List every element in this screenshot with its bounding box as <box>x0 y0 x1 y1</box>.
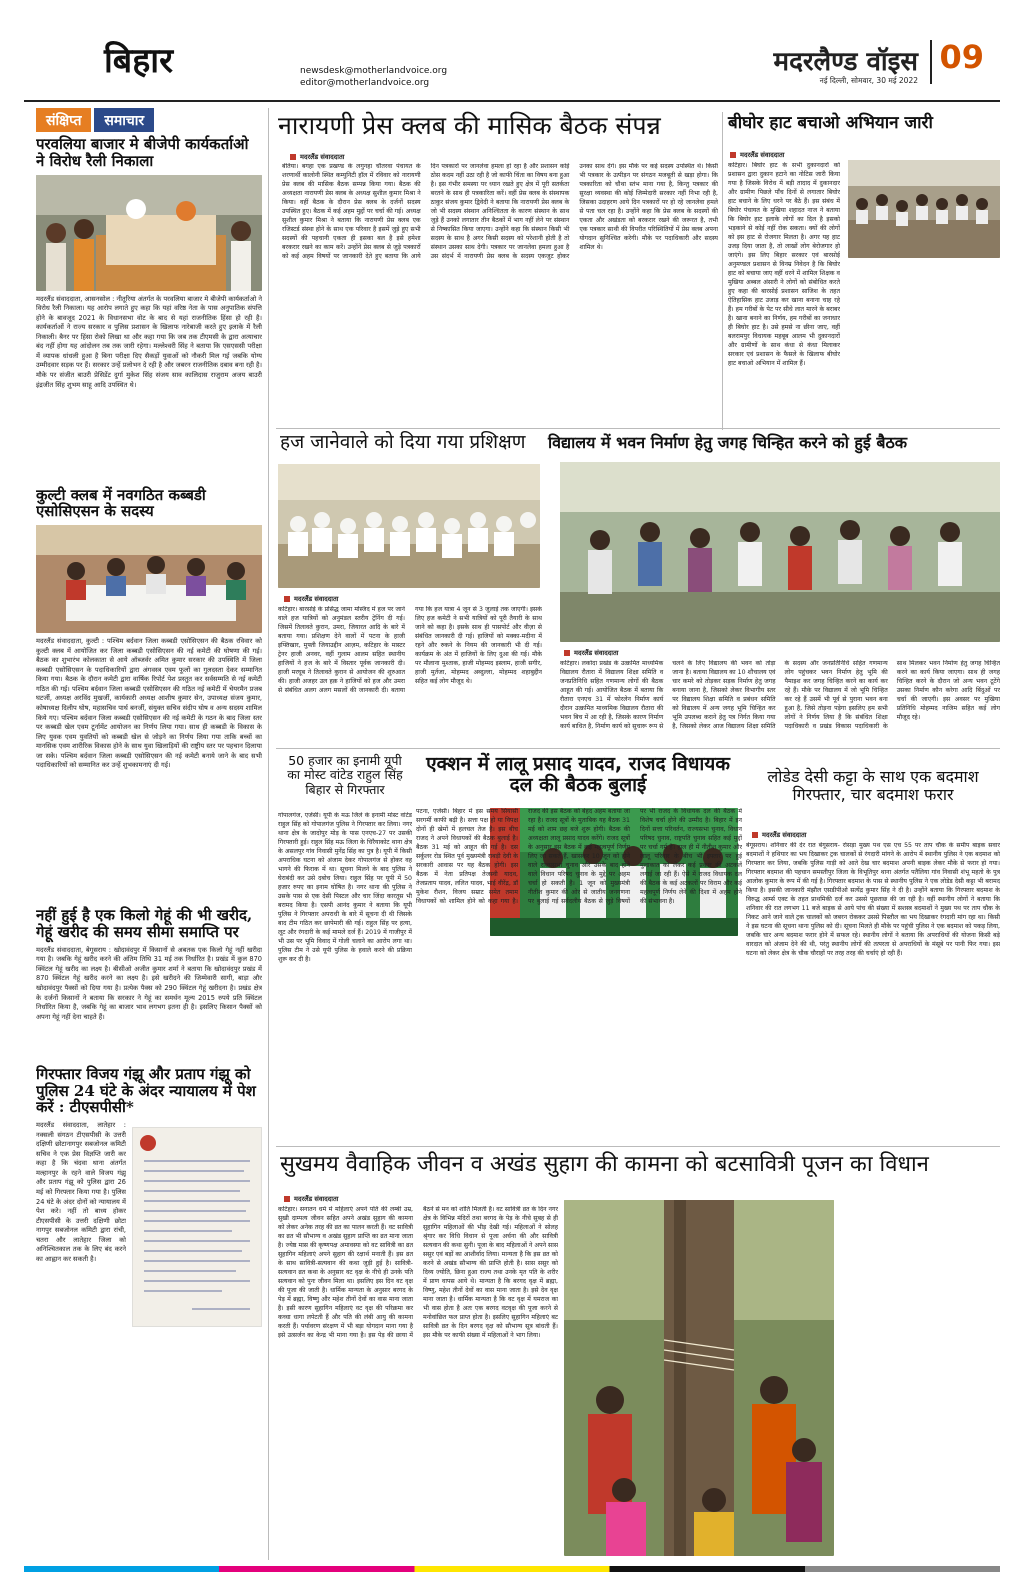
narayani-byline <box>290 152 344 161</box>
tspc-block <box>36 1121 262 1349</box>
lalu-headline: एक्शन में लालू प्रसाद यादव, राजद विधायक दल की बैठक बुलाई <box>426 753 730 797</box>
email-newsdesk[interactable]: newsdesk@motherlandvoice.org <box>300 66 448 76</box>
vat-article-right <box>842 1200 1000 1556</box>
byline-marker-icon <box>290 154 296 160</box>
vidyalaya-headline: विद्यालय में भवन निर्माण हेतु जगह चिन्हित करने को हुई बैठक <box>548 433 908 452</box>
bighor-protest-photo <box>848 160 1000 258</box>
vat-article: कटिहार। सनातन धर्म मे महिलाएं अपने पति की लम्बी उम्र, सुखी दाम्पत्य जीवन सहित अपने अखंड सुहाग की कामना को लेकर अनेक तरह की व्रत का पालन करती हैं। वट सावित्री का व्रत भी सौभाग्य व अखंड सुहाग प्राप्ति का व्रत माना जाता है। ज्येष्ठ मास की कृष्णपक्ष अमावस्या को वट सावित्री का व्रत सुहागिन महिलाएं अपने सुहाग की रक्षार्थ मनाती हैं। इस व्रत के साथ सावित्री-सत्यवान की कथा जुड़ी हुई है। सावित्री-सत्यवान व्रत कथा के अनुसार वट वृक्ष के नीचे ही उनके पति सत्यवान को पुनः जीवन मिला था। इसलिए इस दिन वट वृक्ष की पूजा की जाती है। धार्मिक मान्यता के अनुसार बरगद के पेड़ में ब्रह्मा, विष्णु और महेश तीनों देवों का वास माना जाता है। इसी कारण सुहागिन महिलाएं वट वृक्ष की परिक्रमा कर कच्चा धागा लपेटती हैं और पति की लंबी आयु की कामना करती हैं। पर्यावरण संरक्षण में भी बड़ा योगदान माना गया है इसे उत्सर्जन का केन्द्र भी माना गया है। इस पेड़ की छाया में बैठने से मन को शांति मिलती है। वट सावित्री व्रत के दिन नगर क्षेत्र के विभिन्न मंदिरों तथा बरगद के पेड़ के नीचे सुबह से ही सुहागिन महिलाओं की भीड़ देखी गई। महिलाओं ने सोलह श्रृंगार कर विधि विधान से पूजा अर्चना की और सावित्री सत्यवान की कथा सुनी। पूजा के बाद महिलाओं ने अपने सास ससुर एवं बड़ों का आशीर्वाद लिया। मान्यता है कि इस व्रत को करने से अखंड सौभाग्य की प्राप्ति होती है। सास ससुर को दिव्य ज्योति, छिना हुआ राज्य तथा उनके मृत पति के शरीर में प्राण वापस आये थे। मान्यता है कि बरगद वृक्ष में ब्रह्मा, विष्णु, महेश तीनों देवों का वास माना जाता है। इसे देव वृक्ष माना जाता है। धार्मिक मान्यता है कि वट वृक्ष में यमराज का भी वास होता है अतः एक बरगद वटवृक्ष की पूजा करने से मनोवांछित फल प्राप्त होता है। इसलिए सुहागिन महिलाएं बट सावित्री व्रत के दिन बरगद वृक्ष को सौभाग्य सूत्र बांधती हैं। इस मौके पर काफी संख्या में महिलाओं ने भाग लिया। <box>278 1206 558 1339</box>
narayani-headline: नारायणी प्रेस क्लब की मासिक बैठक संपन्न <box>278 111 661 140</box>
byline-text: मदरलैंड संवाददाता <box>762 831 807 839</box>
byline-marker-icon <box>564 650 570 656</box>
left-headline-3: नहीं हुई है एक किलो गेहूं की भी खरीद, गेहूं खरीद की समय सीमा समाप्ति पर <box>36 906 253 941</box>
press-release-letter <box>132 1127 262 1327</box>
left-column <box>36 108 262 1560</box>
page-divider <box>930 40 932 84</box>
haj-headline: हज जानेवाले को दिया गया प्रशिक्षण <box>280 431 526 453</box>
left-article-4: मदरलैंड संवाददाता, लातेहार : नक्सली संगठन टीएसपीसी के उत्तरी दक्षिणी छोटानागपुर सबजोनल कमिटी सचिव ने एक प्रेस विज्ञप्ति जारी कर कहा है कि चंदवा थाना अंतर्गत मल्हानपुर के रहने वाले विजय गंझू और प्रताप गंझू को पुलिस द्वारा 26 मई को गिरफ्तार किया गया है। पुलिस 24 घंटे के अंदर दोनों को न्यायालय में पेश करे। नहीं तो बाध्य होकर टीएसपीसी के उत्तरी दक्षिणी छोटा नागपुर सबजोनल कमिटी द्वारा रांची, चतरा और लातेहार जिला को अनिश्चितकाल तक के लिए बंद करने का आह्वान कर सकती है। <box>36 1121 126 1263</box>
brief-tag-2: समाचार <box>94 108 154 132</box>
byline-text: मदरलैंड संवाददाता <box>294 595 339 603</box>
bighor-article-b <box>848 262 1000 424</box>
bighor-headline: बीघोर हाट बचाओ अभियान जारी <box>728 113 933 133</box>
left-article-1: मदरलैंड संवाददाता, आसनसोल : नीतूरिया अंतर्गत के परवलिया बाजार मे बीजेपी कार्यकर्ताओ ने विरोध रैली निकाला। यह आरोप लगाते हुए कहा कि यहां वरिष्ठ नेता के पास अनुपातिक संपत्ति होने के बावजूद 2021 के विधानसभा वोट के बाद से यहां राजनीतिक हिंसा हो रही है। कार्यकर्ताओं ने राज्य सरकार व पुलिस प्रशासन के खिलाफ नारेबाजी करते हुए इलाके में रैली निकाली। बैनर पर हिंसा रोको लिखा था और कहा गया कि जब तक टीएमसी के द्वारा अत्याचार बंद नहीं होगा यह आंदोलन तब तक जारी रहेगा। मल्लेश्वरी सिंह ने बताया कि एसएससी परीक्षा में व्यापक धांधली हुआ है बिना परीक्षा दिए सैकड़ों युवाओं को नौकरी मिल गई जबकि योग्य उम्मीदवार सड़क पर हैं। सरकार उन्हें प्रलोभन दे रही है और जबरन राजनीतिक दबाव बना रही है। मौके पर संजीत बाउरी प्रेसिडेंट दुर्गा मुकेश सिंह संजय साव कालिदास राजुराम अजय बाउरी इंद्रजीत सिंह शुभम साहू आदि उपस्थित थे। <box>36 294 262 389</box>
bottom-color-strip <box>24 1566 1000 1572</box>
bjp-rally-photo <box>36 175 262 291</box>
left-article-2: मदरलैंड संवाददाता, कुल्टी : पश्चिम बर्दवान जिला कब्बडी एसोसिएसन की बैठक रविवार को कुल्टी क्लब में आयोजित कर जिला कब्बडी एसोसिएसन की नई कमेटी की घोषणा की गई। बैठक का शुभारंभ कोलकाता से आये ऑब्जर्वर अमित कुमार सरकार की उपस्थिति में जिला कब्बडी एसोसिएसन के पदाधिकारियों द्वारा अंगवस्त्र एवम फूलों का गुलदस्ता देकर सम्मानित किया गया। बैठक के दौरान कमेटी द्वारा वार्षिक रिपोर्ट पेश प्रस्तुत कर सर्वसम्मति से नई कमेटी गठित की गई। पश्चिम बर्दवान जिला कब्बडी एसोसिएसन की गठित नई कमेटी में चेयरमैन प्रजब घटर्जी, अध्यक्ष अरविंद मुखर्जी, कार्यकारी अध्यक्ष आशीष कुमार सेन, उपाध्यक्ष संजय कुमार, कोषाध्यक्ष दिलीप घोष, महासचिव पार्थ बनर्जी, संयुक्त सचिव संदीप घोष व अन्य सदस्य शामिल किये गए। पश्चिम बर्दवान जिला कब्बडी एसोसिएसन की नई कमेटी के गठन के बाद जिला स्तर पर कब्बडी खेल एवम टूर्नामेंट आयोजन का निर्णय लिया गया। साथ ही कब्बडी के विकास के लिए युवक एवम युवतियों को कब्बडी खेल से जोड़ने का निर्णय लिया गया ताकि बच्चों का मानसिक एवम शारीरिक विकास होने के साथ युवा खिलाड़ियों की राष्ट्रीय स्तर पर पहचान दिलाया जा सके। पश्चिम बर्दवान जिला कब्बडी एसोसिएसन की नई कमेटी बनाये जाने के बाद सभी पदाधिकारियों को सम्मानित कर उन्हें शुभकामनाएं दी गई। <box>36 637 262 770</box>
brief-tag-1: संक्षिप्त <box>36 108 91 132</box>
left-headline-2: कुल्टी क्लब में नवगठित कब्बडी एसोसिएसन के सदस्य <box>36 485 206 521</box>
contact-emails <box>300 66 447 89</box>
haj-byline <box>284 594 338 603</box>
masthead <box>24 8 1000 104</box>
bighor-article-a: कटिहार। बिघोर हाट के सभी दुकानदारों को प्रशासन द्वारा दुकान हटाने का नोटिस जारी किया गया है जिसके विरोध में बड़ी तादाद में दुकानदार और ग्रामीण पिछले पाँच दिनों से लगातार बिघोर हाट बचाने के लिए धरने पर बैठे हैं। इस संबंध में बिघोर पंचायत के मुखिया शहादत नाज ने बताया कि बिघोर हाट इलाके लोगों का दिल है इसको भड़काने से कोई नहीं रोक सकता। क्यों की लोगों को इस हाट से रोजगार मिलता है। अगर यह हाट उजड़ दिया जाता है, तो लाखों लोग बेरोजगार हो जाएंगे। इस लिए बिहार सरकार एवं बारसोई अनुमण्डल प्रशासन से विनम्र निवेदन है कि बिघोर हाट को बचाया जाए वहीं धरने में शामिल शिक्षक व मुखिया अब्बल अंसारी ने लोगों को संबोधित करते हुए कहा की बारसोई प्रशासन साजिश के तहत ऐतिहासिक हाट उजाड़ कर खाना बनाना चाह रहे हैं। हम गरीबों के पेट पर सीधे लात मारने के बराबर है। खाना बनाने का निर्णय, हम गरीबों का जनाधार ही बिघोर हाट है। उसे हमसे ना छीना जाए, वहीं बलरामपुर विधायक महबूब आलम भी दुकानदारों और ग्रामीणों के साथ कंधा से कंधा मिलाकर सरकार एवं प्रशासन के फैसले के खिलाफ बीघोर हाट बचाओ अभियान में शामिल हैं। <box>728 162 840 367</box>
left-headline-4: गिरफ्तार विजय गंझू और प्रताप गंझू को पुलिस 24 घंटे के अंदर न्यायालय में पेश करें : टीएसपीसी* <box>36 1064 256 1117</box>
kabaddi-meeting-photo <box>36 525 262 633</box>
bighor-byline <box>730 150 784 159</box>
left-headline-1: परवलिया बाजार मे बीजेपी कार्यकर्ताओ ने विरोध रैली निकाला <box>36 135 249 170</box>
byline-marker-icon <box>730 152 736 158</box>
paper-name: मदरलैण्ड वॉइस <box>773 47 918 77</box>
vat-byline <box>284 1194 338 1203</box>
rule-row-3 <box>276 748 1000 749</box>
byline-text: मदरलैंड संवाददाता <box>574 649 619 657</box>
left-column-rule <box>268 108 269 1560</box>
left-article-3: मदरलैंड संवाददाता, बेगूसराय : खोदावंदपुर में किसानों से अबतक एक किलो गेहूं नहीं खरीदा गया है। जबकि गेहूं खरीद करने की अंतिम तिथि 31 मई तक निर्धारित है। प्रखंड में कुल 870 क्विंटल गेहूं खरीद का लक्ष्य है। बीसीओ अजीत कुमार शर्मा ने बताया कि खोदावंदपुर प्रखंड में 870 क्विंटल गेहूं खरीद करने का लक्ष्य है। इसे खरीदने की जिम्मेवारी सागी, बाड़ा और खोदावंदपुर पैक्सों को दिया गया है। प्रत्येक पैक्स को 290 क्विंटल गेहूं खरीदना है। प्रखंड क्षेत्र के दर्जनों किसानों ने बताया कि सरकार ने गेहूं का समर्थन मूल्य 2015 रुपये प्रति क्विंटल निर्धारित किया है, जबकि गेहूं का बाजार भाव लगभग इतना ही है। इसलिए किसान पैक्सों को अपना गेहूं नहीं देना चाहते हैं। <box>36 945 262 1021</box>
byline-text: मदरलैंड संवाददाता <box>294 1195 339 1203</box>
upi-headline: 50 हजार का इनामी यूपी का मोस्ट वांटेड राहुल सिंह बिहार से गिरफ्तार <box>287 753 403 797</box>
dateline: नई दिल्ली, सोमवार, 30 मई 2022 <box>819 76 918 85</box>
loded-article: बेगूसराय। शनिवार की देर रात बेगूसराय- रोसड़ा मुख्य पथ एस एच 55 पर ताप चौक के समीप बाइक सवार बदमाशों ने हथियार का भय दिखाकर ट्रक चालकों से रंगदारी मांगने के आरोप में स्थानीय पुलिस ने एक बदमाश को गिरफ्तार कर लिया, जबकि पुलिस गाड़ी को आते देख चार बदमाश अपनी बाइक लेकर मौके से फरार हो गया। गिरफ्तार बदमाश की पहचान समस्तीपुर जिला के विभूतिपुर थाना अंतर्गत पतैलिया गांव निवासी शंभू महतो के पुत्र आलोक कुमार के रूप में की गई है। गिरफ्तार बदमाश के पास से स्थानीय पुलिस ने एक लोडेड देसी कट्टा भी बरामद किया है। इसकी जानकारी मंझौल एसडीपीओ सत्येंद्र कुमार सिंह ने दी है। उन्होंने बताया कि गिरफ्तार बदमाश के विरुद्ध आर्म्स एक्ट के तहत प्राथमिकी दर्ज कर उससे पूछताछ की जा रही है। वहीं स्थानीय लोगों ने बताया कि शनिवार की रात लगभग 11 बजे बाइक से आये पांच की संख्या में सशस्त्र बदमाशों ने मुख्य पथ पर ताप चौक के निकट आने जाने वाले ट्रक चालकों को जबरन रोककर उससे पिस्तौल का भय दिखाकर रंगदारी मांग रहा था। किसी ने इस घटना की सूचना थाना पुलिस को दी। सूचना मिलते ही मौके पर पहुंची पुलिस ने एक बदमाश को पकड़ लिया, जबकि चार अन्य बदमाश फरार होने में सफल रहे। स्थानीय लोगों ने बताया कि अपराधियों की योजना किसी बड़े वारदात को अंजाम देने की थी, परंतु स्थानीय लोगों की तत्परता से अपराधियों के मंसूबे पर पानी फिर गया। इस घटना को लेकर क्षेत्र के चौक चौराहों पर तरह तरह की चर्चाएं हो रही हैं। <box>746 842 1000 957</box>
brief-label <box>36 108 262 132</box>
haj-article: कटिहार। बारसोई के प्रसिद्ध जामा मस्जिद में हज पर जाने वाले हज यात्रियों को अनुमंडल स्तरीय ट्रेनिंग दी गई। जिसमें तिलावते कुरान, उमरा, जियारत आदि के बारे में बताया गया। प्रशिक्षण देने वालों में पटना के हाजी इफ्तिखार, मुफ्ती जियाउद्दीन आज़म, कटिहार के मास्टर ट्रेनर हाजी अनवर, वहीं गुलाम आलम सहित स्थानीय हाजियों ने हज के बारे में विस्तार पूर्वक जानकारी दी। हाजी मरघूब ने तिलावते कुरान से आयोजन की शुरुआत की। हाजी अजहर उल हक़ ने हाजियों को हज और उमरा से संबंधित अलग अलग मसलों की जानकारी दी। बताया गया कि हज यात्रा 4 जून से 3 जुलाई तक जाएगी। इसके लिए हज कमेटी ने सभी यात्रियों को पूरी तैयारी के साथ जाने को कहा है। इसके साथ ही पासपोर्ट और वीज़ा से संबंधित जानकारी दी गई। हाजियों को मक्का-मदीना में रहने और रुकने के नियम की जानकारी भी दी गई। कार्यक्रम के अंत में हाजियों के लिए दुआ की गई। मौके पर मौलाना मुश्ताक, हाजी मोहम्मद इस्लाम, हाजी सगीर, हाजी मुर्तजा, मोहम्मद अब्दुल्ला, मोहम्मद शहाबुद्दीन सहित कई लोग मौजूद थे। <box>278 606 542 694</box>
page-number: 09 <box>939 38 984 76</box>
rule-narayani-bighor <box>722 112 723 430</box>
vidyalaya-meeting-photo <box>560 462 1000 642</box>
vidyalaya-byline <box>564 648 618 657</box>
byline-text: मदरलैंड संवाददाता <box>740 151 785 159</box>
haj-training-photo <box>278 464 540 588</box>
loded-byline <box>752 830 806 839</box>
loded-headline: लोडेड देसी कट्टा के साथ एक बदमाश गिरफ्तार, चार बदमाश फरार <box>767 767 979 805</box>
section-title: बिहार <box>104 41 173 81</box>
byline-marker-icon <box>284 1196 290 1202</box>
lalu-photo-mask <box>490 808 742 942</box>
rule-row-4 <box>276 1146 1000 1147</box>
email-editor[interactable]: editor@motherlandvoice.org <box>300 77 430 88</box>
vat-puja-photo <box>564 1200 834 1556</box>
header-rule <box>24 100 1000 102</box>
lalu-article: पटना, एजेंसी। बिहार में इस समय सियासी सरगर्मी काफी बढ़ी है। सत्ता पक्ष हो या विपक्ष दोनों ही खेमों में हलचल तेज है। इस बीच राजद ने अपने विधायकों की बैठक बुलाई है। बैठक 31 मई को आहूत की गई है। दस सर्कुलर रोड स्थित पूर्व मुख्यमंत्री राबड़ी देवी के सरकारी आवास पर यह बैठक होगी। इस बैठक में नेता प्रतिपक्ष तेजस्वी यादव, तेजप्रताप यादव, ललित यादव, भाई वीरेंद्र, डॉ मुकेश रौशन, विजय सम्राट समेत तमाम विधायकों को शामिल होने को कहा गया है। राजद की इस बैठक को बेहद अहम बताया जा रहा है। राजद सूत्रों के मुताबिक यह बैठक 31 मई को शाम छह बजे शुरू होगी। बैठक की अध्यक्षता लालू प्रसाद यादव करेंगे। राजद सूत्रों के अनुसार इस बैठक में कई महत्वपूर्ण निर्णय लिए जा सकते हैं, खासकर 10 जून को होने वाले राज्यसभा चुनाव और उसके बाद होने वाले विधान परिषद चुनाव के मुद्दे पर अहम चर्चा हो सकती है। 1 जून को मुख्यमंत्री नीतीश कुमार की ओर से जातीय जनगणना पर बुलाई गई सर्वदलीय बैठक से जुड़े विषयों पर भी राजद के विधायक दल की बैठक में विशेष चर्चा होने की उम्मीद है। बिहार में इन दिनों सत्ता परिवर्तन, राज्यसभा चुनाव, विधान परिषद चुनाव, राष्ट्रपति चुनाव सहित कई मुद्दों पर चर्चा गर्म है। हाल ही में नीतीश कुमार और लालू परिवार के बीच भी इफ्तार पर हुई मुलाकात को लेकर कई प्रकार की अटकलें लगाई जा रही हैं। ऐसे में राजद विधायक दल की बैठक के कई अटकलों पर विराम और कई महत्वपूर्ण निर्णय लेने की दिशा में अहम होने की संभावना है। <box>416 808 742 905</box>
vat-headline: सुखमय वैवाहिक जीवन व अखंड सुहाग की कामना को बटसावित्री पूजन का विधान <box>280 1152 929 1177</box>
byline-marker-icon <box>284 596 290 602</box>
rule-row-2 <box>276 428 1000 429</box>
narayani-article: बेतिया। बगहा एक प्रखण्ड के लगुनहा चौतरवा पंचायत के शरणार्थी कालोनी स्थित कम्युनिटी हॉल में रविवार को नारायणी प्रेस क्लब की मासिक बैठक सम्पन्न किया गया। बैठक की अध्यक्षता नारायणी प्रेस क्लब के अध्यक्ष सुशील कुमार मिश्रा ने किया। वहीं बैठक के दौरान प्रेस क्लब के दर्जनों सदस्य उपस्थित हुए। बैठक में कई अहम मुद्दों पर चर्चा की गई। अध्यक्ष सुशील कुमार मिश्रा ने बताया कि नारायणी प्रेस क्लब एक रजिस्टर्ड संस्था होने के साथ एक परिवार है इसमें जुड़े हुए सभी सदस्यों की पहचानी एकता ही इसका बल है इसे हमेशा बरकरार रखने का काम करें। उन्होंने प्रेस क्लब से जुड़े पत्रकारों को कई अहम विषयों पर जानकारी देते हुए बताया कि आये दिन पत्रकारों पर जानलेवा हमला हो रहा है और प्रशासन कोई ठोस कदम नहीं उठा रही है जो काफी चिंता का विषय बना हुआ है। इस गंभीर समस्या पर ध्यान रखते हुए क्षेत्र में पूरी सतर्कता बरतने के साथ ही पत्रकारिता करें। वहीं प्रेस क्लब के संस्थापक ठाकुर संजय कुमार द्विवेदी ने बताया कि नारायणी प्रेस क्लब के जो भी सदस्य संस्थान अनिश्चितता के कारण संस्थान के साथ जुड़े हैं उनको लगातार तीन बैठकों में भाग नहीं लेने पर संस्थान से निष्कासित किया जाएगा। उन्होंने कहा कि संस्थान किसी भी सदस्य के साथ है अगर किसी सदस्य को परेशानी होती है तो संस्थान उसका साथ देगी। पत्रकार पर जानलेवा हमला हुआ है उस संदर्भ में नारायणी प्रेस क्लब के सदस्य एकजुट होकर उनका साथ देंगे। इस मौके पर कई सदस्य उपस्थित थे। किसी भी पत्रकार के उत्पीड़न पर संगठन मजबूती से खड़ा होगा। कि पत्रकारिता को चौथा स्तंभ माना गया है, किन्तु पत्रकार की सुरक्षा व्यवस्था की कोई जिम्मेदारी सरकार नहीं निभा रही है, जिसका उदाहरण आये दिन पत्रकारों पर हो रहे जानलेवा हमले से पता चल रहा है। उन्होंने कहा कि प्रेस क्लब के सदस्यों की एकता और अखंडता को बरकरार रखने की जरूरत है, तभी एक पत्रकार साथी की विपरीत परिस्थितियों में प्रेस क्लब अपना योगदान सुनिश्चित करेगी। मौके पर पदाधिकारी और सदस्य शामिल थे। <box>282 163 718 260</box>
vidyalaya-article: कटिहार। लकोदा प्रखंड के उत्क्रमित माध्यमिक विद्यालय रौतारा में विद्यालय शिक्षा समिति व जनप्रतिनिधि सहित गणमान्य लोगों की बैठक आहूत की गई। आयोजित बैठक में बताया कि रौतारा एनएच 31 में फोरलेन निर्माण कार्य दौरान उत्क्रमित माध्यमिक विद्यालय रौतारा की भवन बिच में आ रही है, जिसके कारण निर्माण कार्य बाधित है, निर्माण कार्य को सुचारू रूप से चलने के लिए विद्यालय की भवन को तोड़ा जाना है। बताया विद्यालय का 10 शौचालय एवं चार कमरे को तोड़कर सड़क निर्माण हेतु जगह बनाया जाना है, जिसको लेकर विभागीय स्तर पर विद्यालय शिक्षा समिति व प्रबंधन समिति को विद्यालय में अन्य जगह भूमि चिन्हित कर भूमि उपलब्ध कराने हेतु पत्र निर्गत किया गया है, जिसको लेकर आज विद्यालय शिक्षा समिति के सदस्य और जनप्रतिनिधि सहित गणमान्य लोग पहुंचकर भवन निर्माण हेतु भूमि की पैमाइश कर जगह चिन्हित करने का कार्य कर रहे हैं। मौके पर विद्यालय में जो भूमि चिन्हित कर रहे हैं उसमें भी पूर्व से पुराना भवन बना हुआ है, जिसे तोड़ना पड़ेगा इसलिए हम सभी लोगों ने निर्णय लिया है कि संबंधित शिक्षा पदाधिकारी व प्रखंड विकास पदाधिकारी के साथ मिलकर भवन निर्माण हेतु जगह चिन्हित करने का कार्य किया जाएगा। साथ ही जगह चिन्हित करने के दौरान जो अन्य भवन टूटेंगे उसका निर्माण कौन करेगा आदि बिंदुओं पर चर्चा की जाएगी। इस अवसर पर मुखिया प्रतिनिधि मोहम्मद नाजिम सहित कई लोग मौजूद रहे। <box>560 660 1000 730</box>
byline-text: मदरलैंड संवाददाता <box>300 153 345 161</box>
upi-article: गोपालगंज, एजेंसी। यूपी के मऊ जिले के इनामी मोस्ट वांटेड राहुल सिंह को गोपालगंज पुलिस ने गिरफ्तार कर लिया। नगर थाना क्षेत्र के जादोपुर मोड़ के पास एनएच-27 पर उसकी गिरफ्तारी हुई। राहुल सिंह मऊ जिला के चिरैयाकोट थाना क्षेत्र के असलपुर गांव निवासी मुनेंद्र सिंह का पुत्र है। यूपी में किसी अपराधिक घटना को अंजाम देकर गोपालगंज से होकर वह भागने की फिराक में था। सूचना मिलने के बाद पुलिस ने घेराबंदी कर उसे दबोच लिया। राहुल सिंह पर यूपी में 50 हजार रुपए का इनाम घोषित है। नगर थाना की पुलिस ने उसके पास से एक देसी पिस्टल और चार जिंदा कारतूस भी बरामद किया है। एसपी आनंद कुमार ने बताया कि यूपी पुलिस ने गिरफ्तार अपराधी के बारे में सूचना दी थी जिसके बाद टीम गठित कर छापेमारी की गई। राहुल सिंह पर हत्या, लूट और रंगदारी के कई मामले दर्ज हैं। 2019 में गाजीपुर में भी उस पर भूमि विवाद में गोली चलाने का आरोप लगा था। पुलिस टीम ने उसे यूपी पुलिस के हवाले करने की प्रक्रिया शुरू कर दी है। <box>278 812 412 963</box>
byline-marker-icon <box>752 832 758 838</box>
